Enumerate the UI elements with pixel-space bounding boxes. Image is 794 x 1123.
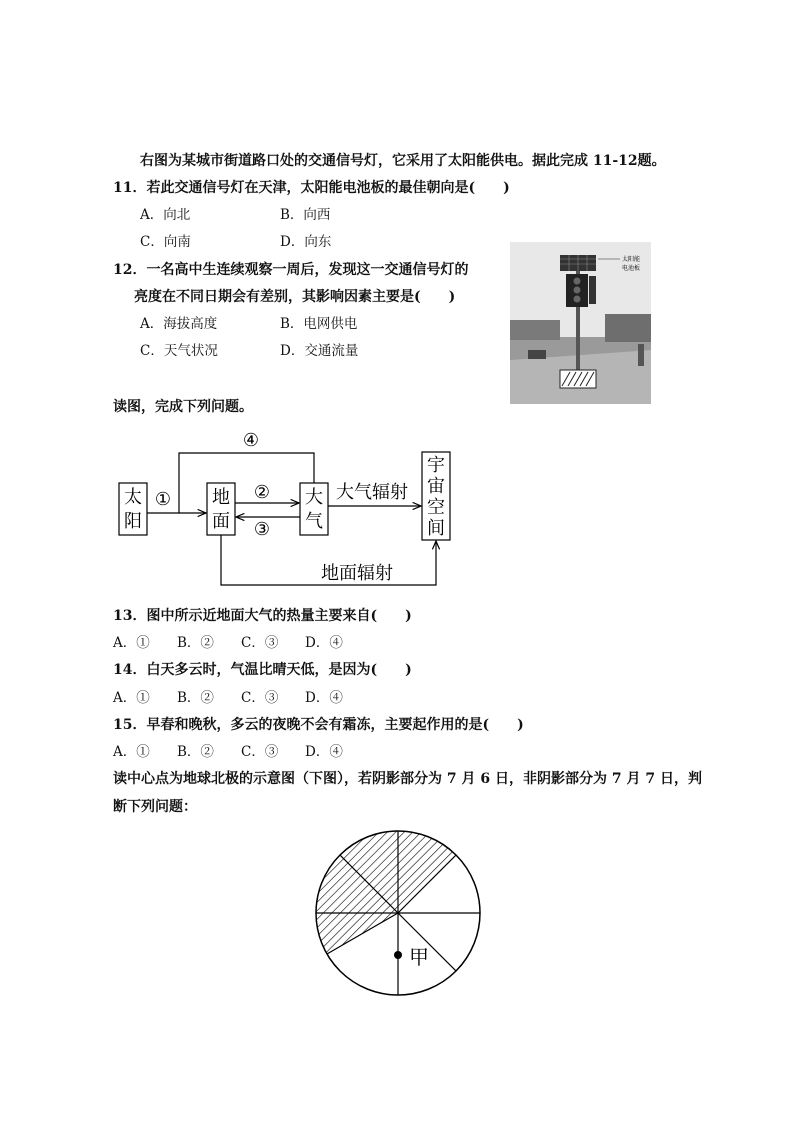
q12-stem-line2: 亮度在不同日期会有差别，其影响因素主要是( )	[134, 289, 456, 305]
arrow-4	[179, 453, 314, 513]
meridian-lines	[316, 831, 480, 995]
q12-option-a: A．海拔高度	[140, 316, 218, 332]
q13-option-c: C．③	[241, 635, 279, 651]
q13-option-a: A．①	[113, 635, 150, 651]
solar-panel-label-line1: 太阳能	[622, 256, 641, 263]
q15-option-b: B．②	[177, 744, 214, 760]
polar-intro-line2: 断下列问题：	[113, 799, 197, 815]
q14-option-c: C．③	[241, 690, 279, 706]
space-label-2: 宙	[427, 476, 445, 497]
atmosphere-label-1: 大	[305, 487, 323, 508]
q13-option-b: B．②	[177, 635, 214, 651]
q12-option-d: D．交通流量	[280, 343, 359, 359]
q14-option-a: A．①	[113, 690, 150, 706]
q15-option-c: C．③	[241, 744, 279, 760]
q15-options	[113, 743, 369, 761]
q13-stem: 13．图中所示近地面大气的热量主要来自( )	[113, 608, 412, 624]
q14-option-d: D．④	[305, 690, 343, 706]
atmospheric-radiation-label: 大气辐射	[336, 482, 408, 503]
q11-option-b: B．向西	[280, 207, 331, 223]
q15-option-a: A．①	[113, 744, 150, 760]
q12-stem-line1: 12．一名高中生连续观察一周后，发现这一交通信号灯的	[113, 262, 469, 278]
q11-option-d: D．向东	[280, 234, 332, 250]
atmosphere-label-2: 气	[305, 511, 323, 532]
point-jia-label: 甲	[409, 945, 429, 969]
q15-option-d: D．④	[305, 744, 343, 760]
q12-option-c: C．天气状况	[140, 343, 218, 359]
ground-label-2: 面	[212, 511, 230, 532]
q11-option-c: C．向南	[140, 234, 191, 250]
space-label-1: 宇	[427, 455, 445, 476]
space-label-3: 空	[427, 497, 445, 518]
north-pole-diagram	[312, 822, 484, 1000]
sun-label-1: 太	[124, 487, 142, 508]
space-label-4: 间	[427, 518, 445, 539]
q15-stem: 15．早春和晚秋，多云的夜晚不会有霜冻，主要起作用的是( )	[113, 717, 524, 733]
read-figure-instruction: 读图，完成下列问题。	[113, 399, 253, 415]
point-jia	[394, 951, 402, 959]
sun-label-2: 阳	[124, 511, 142, 532]
radiation-diagram	[110, 425, 460, 595]
arrow-1-label: ①	[154, 489, 172, 510]
ground-radiation-label: 地面辐射	[321, 563, 393, 584]
q14-options	[113, 689, 369, 707]
ground-label-1: 地	[212, 487, 230, 508]
shaded-region-july-6	[316, 831, 456, 954]
intro-text: 右图为某城市街道路口处的交通信号灯，它采用了太阳能供电。据此完成 11-12题。	[140, 153, 666, 169]
arrow-4-label: ④	[242, 430, 260, 451]
traffic-light-photo	[510, 242, 651, 404]
q13-options	[113, 634, 369, 652]
q13-option-d: D．④	[305, 635, 343, 651]
q14-stem: 14．白天多云时，气温比晴天低，是因为( )	[113, 662, 412, 678]
q11-stem: 11．若此交通信号灯在天津，太阳能电池板的最佳朝向是( )	[113, 180, 510, 196]
solar-panel-label-line2: 电池板	[622, 265, 641, 272]
q12-option-b: B．电网供电	[280, 316, 358, 332]
arrow-3-label: ③	[253, 519, 271, 540]
q14-option-b: B．②	[177, 690, 214, 706]
polar-intro-line1: 读中心点为地球北极的示意图（下图），若阴影部分为 7 月 6 日，非阴影部分为 7 月 7 日，判	[113, 771, 702, 787]
arrow-2-label: ②	[253, 482, 271, 503]
q11-option-a: A．向北	[140, 207, 191, 223]
